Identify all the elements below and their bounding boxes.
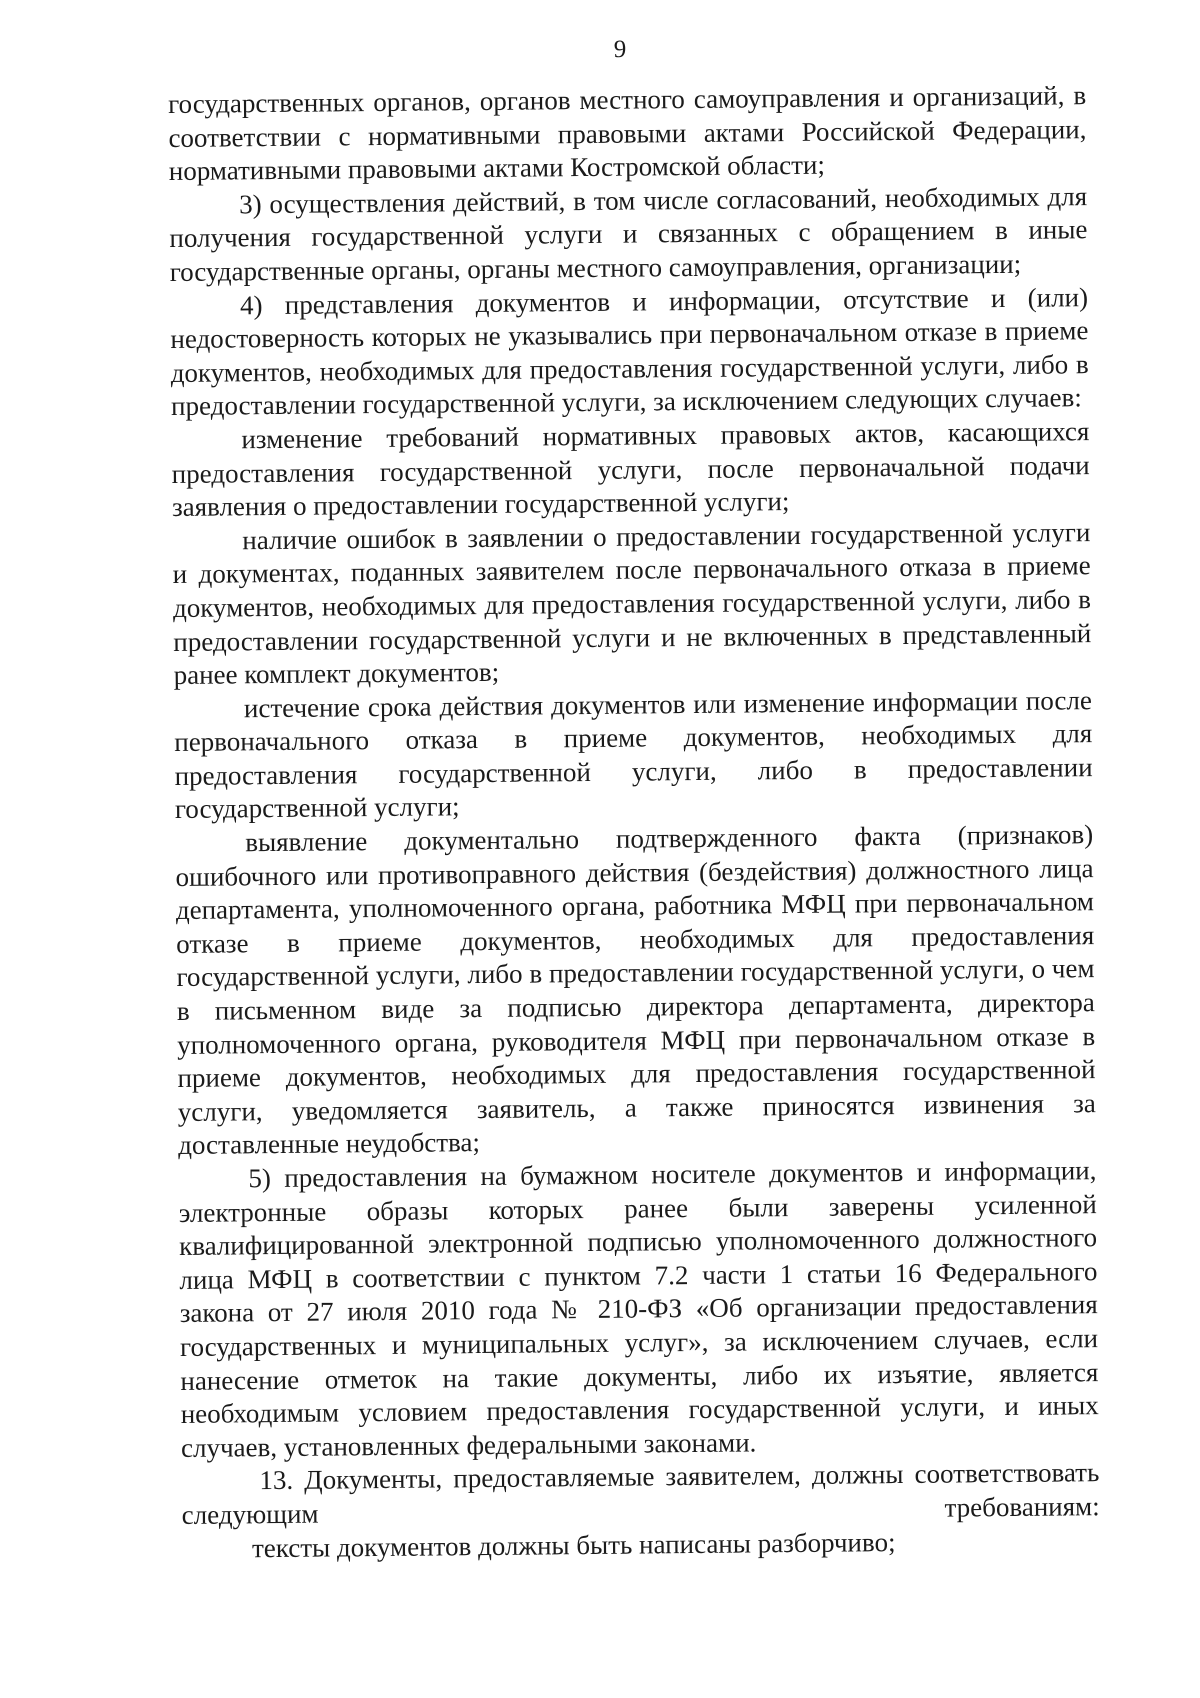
paragraph-section-13: 13. Документы, предоставляемые заявителем, должны соответствовать следующим требованиям: [181,1457,1100,1530]
document-body [168,79,1100,1566]
paragraph-case-expiry: истечение срока действия документов или изменение информации после первоначального отказа в приеме документов, необходимых для предоставления государственной услуги, либо в предоставлении государственной услуги; [174,684,1093,825]
paragraph-continuation: государственных органов, органов местного самоуправления и организаций, в соответствии с нормативными правовыми актами Российской Федерации, нормативными правовыми актами Костромской области; [168,80,1087,187]
page-number: 9 [613,36,627,63]
paragraph-case-requirements-change: изменение требований нормативных правовых актов, касающихся предоставления государственной услуги, после первоначальной подачи заявления о предоставлении государственной услуги; [171,416,1090,523]
paragraph-item-4: 4) представления документов и информации, отсутствие и (или) недостоверность которых не указывались при первоначальном отказе в приеме документов, необходимых для предоставления государственной услуги, либо в предоставлении государственной услуги, за исключением следующих случаев: [170,281,1089,422]
paragraph-case-unlawful-action: выявление документально подтвержденного факта (признаков) ошибочного или противоправного действия (бездействия) должностного лица департамента, уполномоченного органа, работника МФЦ при первоначальном отказе в приеме документов, необходимых для предоставления государственной услуги, либо в предоставлении государственной услуги, о чем в письменном виде за подписью директора департамента, директора уполномоченного органа, руководителя МФЦ при первоначальном отказе в приеме документов, необходимых для предоставления государственной услуги, уведомляется заявитель, а также приносятся извинения за доставленные неудобства; [175,819,1096,1161]
paragraph-case-errors: наличие ошибок в заявлении о предоставлении государственной услуги и документах, поданных заявителем после первоначального отказа в приеме документов, необходимых для предоставления государственной услуги, либо в предоставлении государственной услуги и не включенных в представленный ранее комплект документов; [172,516,1092,691]
paragraph-requirement-legible: тексты документов должны быть написаны разборчиво; [251,1526,896,1563]
paragraph-item-3: 3) осуществления действий, в том числе согласований, необходимых для получения государственной услуги и связанных с обращением в иные государственные органы, органы местного самоуправления, организации; [169,180,1088,287]
paragraph-item-5: 5) предоставления на бумажном носителе документов и информации, электронные образы которых ранее были заверены усиленной квалифицированной электронной подписью уполномоченного должностного лица МФЦ в соответствии с пунктом 7.2 части 1 статьи 16 Федерального закона от 27 июля 2010 года № 210-ФЗ «Об организации предоставления государственных и муниципальных услуг», за исключением случаев, если нанесение отметок на такие документы, либо их изъятие, является необходимым условием предоставления государственной услуги, и иных случаев, установленных федеральными законами. [178,1155,1099,1463]
